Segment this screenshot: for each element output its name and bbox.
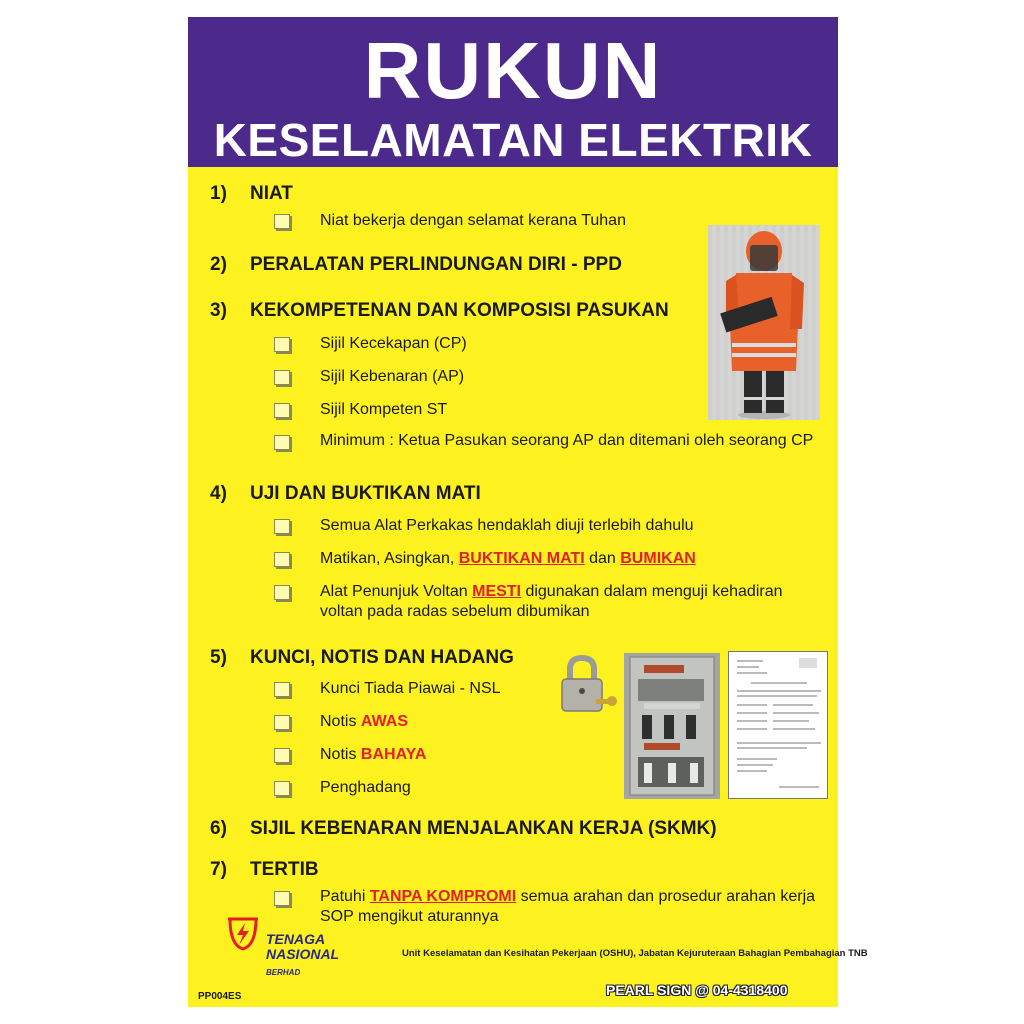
- section-number-7: 7): [210, 859, 227, 880]
- section-number-3: 3): [210, 300, 227, 321]
- logo-text-nasional-main: NASIONAL: [266, 946, 339, 962]
- section-title-niat: NIAT: [250, 183, 293, 204]
- item-text: semua arahan dan prosedur arahan kerja SOP mengikut aturannya: [320, 888, 816, 925]
- poster-subtitle: KESELAMATAN ELEKTRIK: [213, 114, 813, 166]
- list-item: Niat bekerja dengan selamat kerana Tuhan: [320, 212, 626, 229]
- section-number-6: 6): [210, 818, 227, 839]
- section-number-2: 2): [210, 254, 227, 275]
- footer-unit-text: Unit Keselamatan dan Kesihatan Pekerjaan (OSHU), Jabatan Kejuruteraan Bahagian Pembahagian TNB: [402, 948, 868, 959]
- list-item: [320, 549, 820, 569]
- highlight-bumikan: BUMIKAN: [620, 550, 696, 567]
- poster-title: RUKUN: [363, 26, 663, 115]
- switchgear-panel-photo: [624, 653, 720, 799]
- section-title-ppd: PERALATAN PERLINDUNGAN DIRI - PPD: [250, 254, 622, 275]
- checkbox[interactable]: [274, 214, 290, 229]
- checkbox[interactable]: [274, 519, 290, 534]
- checkbox[interactable]: [274, 781, 290, 796]
- safety-poster: [188, 17, 868, 1007]
- printer-credit: PEARL SIGN @ 04-4318400: [606, 982, 788, 998]
- section-number-5: 5): [210, 647, 227, 668]
- section-title-uji: UJI DAN BUKTIKAN MATI: [250, 483, 481, 504]
- logo-text-berhad: BERHAD: [266, 968, 301, 977]
- checkbox[interactable]: [274, 435, 290, 450]
- section-title-kekompetenan: KEKOMPETENAN DAN KOMPOSISI PASUKAN: [250, 300, 669, 321]
- tnb-logo: [226, 915, 376, 977]
- list-item: Kunci Tiada Piawai - NSL: [320, 680, 501, 697]
- checkbox[interactable]: [274, 715, 290, 730]
- checkbox[interactable]: [274, 337, 290, 352]
- list-item: Minimum : Ketua Pasukan seorang AP dan ditemani oleh seorang CP: [320, 432, 814, 449]
- lightning-logo-icon: [226, 915, 260, 953]
- list-item: Sijil Kecekapan (CP): [320, 335, 467, 352]
- item-text: Notis: [320, 713, 361, 730]
- permit-document-photo: [728, 651, 828, 799]
- section-number-4: 4): [210, 483, 227, 504]
- item-text: Notis: [320, 746, 361, 763]
- list-item: [320, 745, 540, 765]
- poster-header: [188, 17, 838, 167]
- item-text: digunakan dalam menguji kehadiran voltan pada radas sebelum dibumikan: [320, 583, 783, 620]
- item-text: Alat Penunjuk Voltan: [320, 583, 473, 600]
- padlock-icon: [556, 655, 618, 719]
- list-item: Sijil Kebenaran (AP): [320, 368, 465, 385]
- highlight-buktikan-mati: BUKTIKAN MATI: [458, 550, 585, 567]
- list-item: [320, 887, 820, 927]
- highlight-awas: AWAS: [360, 713, 409, 730]
- checkbox[interactable]: [274, 682, 290, 697]
- checkbox[interactable]: [274, 552, 290, 567]
- checkbox[interactable]: [274, 370, 290, 385]
- section-title-kunci: KUNCI, NOTIS DAN HADANG: [250, 647, 514, 668]
- list-item: [320, 712, 540, 732]
- highlight-bahaya: BAHAYA: [360, 746, 427, 763]
- checkbox[interactable]: [274, 748, 290, 763]
- logo-text-tenaga: TENAGA: [266, 931, 326, 947]
- list-item: Sijil Kompeten ST: [320, 401, 448, 418]
- highlight-mesti: MESTI: [472, 583, 521, 600]
- item-text: dan: [584, 550, 621, 567]
- worker-ppe-photo: [708, 225, 820, 420]
- logo-text-nasional: [266, 946, 376, 978]
- item-text: Matikan, Asingkan,: [320, 550, 459, 567]
- list-item: Semua Alat Perkakas hendaklah diuji terlebih dahulu: [320, 517, 694, 534]
- section-number-1: 1): [210, 183, 227, 204]
- item-text: Patuhi: [320, 888, 370, 905]
- checkbox[interactable]: [274, 403, 290, 418]
- highlight-tanpa-kompromi: TANPA KOMPROMI: [369, 888, 517, 905]
- checkbox[interactable]: [274, 585, 290, 600]
- list-item: Penghadang: [320, 779, 411, 796]
- poster-code: PP004ES: [198, 991, 242, 1002]
- section-title-skmk: SIJIL KEBENARAN MENJALANKAN KERJA (SKMK): [250, 818, 717, 839]
- list-item: [320, 582, 820, 622]
- checkbox[interactable]: [274, 891, 290, 906]
- section-title-tertib: TERTIB: [250, 859, 319, 880]
